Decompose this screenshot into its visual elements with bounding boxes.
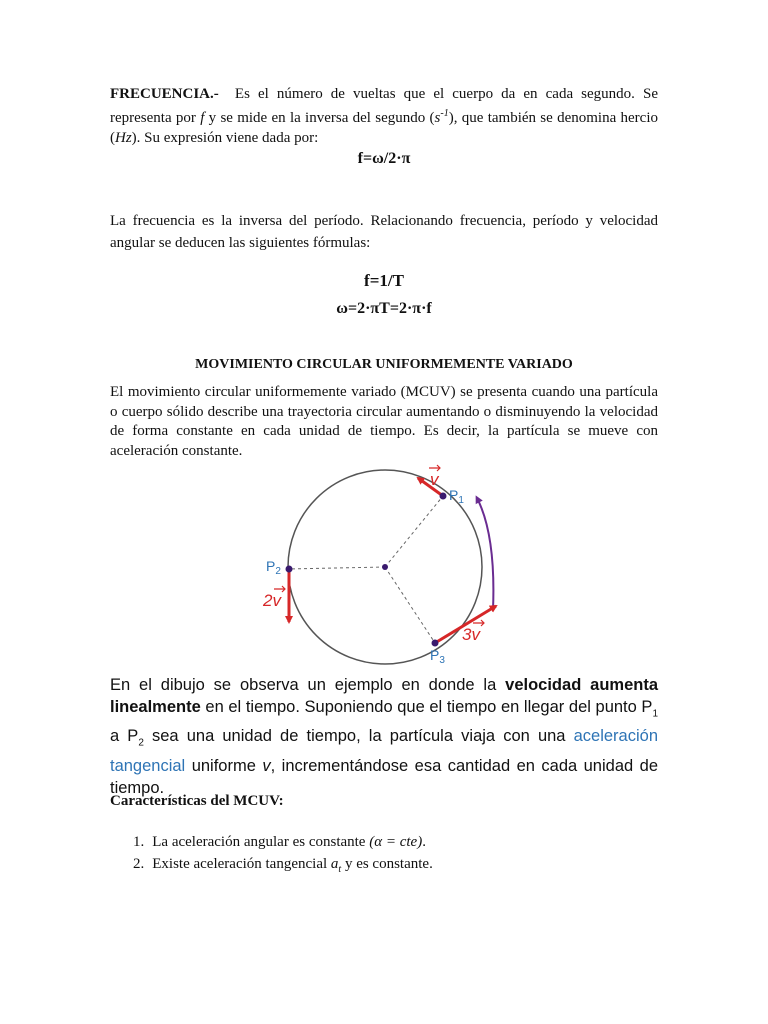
list-text: Existe aceleración tangencial $a_t$ y es constante. (152, 856, 433, 875)
mcuv-characteristics-list (133, 831, 433, 881)
explanation-text-6: , incrementándose esa cantidad en cada unidad de tiempo. (110, 756, 658, 797)
inverse-paragraph (110, 210, 658, 254)
list-number: 1. (133, 834, 145, 850)
point-p2 (286, 566, 293, 573)
mcuv-paragraph (110, 383, 658, 461)
frecuencia-symbol: f (200, 110, 205, 126)
radius-p1 (385, 496, 443, 567)
inverse-text: La frecuencia es la inversa del período. Relacionando frecuencia, período y velocidad angular se deducen las siguientes fórmulas: (110, 213, 658, 251)
label-p1: $P_1$ (449, 487, 464, 506)
hertz-unit: Hz (115, 130, 132, 146)
point-p1 (440, 493, 447, 500)
formula-omega: ω=2·πT=2·π·f (336, 300, 432, 317)
tangential-acceleration-link: aceleración tangencial (110, 727, 658, 775)
label-3v: 3v (462, 625, 480, 644)
label-2v: 2v (263, 591, 281, 610)
frecuencia-text-2: y se mide en la inversa del segundo ( (204, 110, 435, 126)
mcuv-heading: MOVIMIENTO CIRCULAR UNIFORMEMENTE VARIADO (195, 357, 573, 372)
label-p2: $P_2$ (266, 558, 281, 577)
caracteristicas-heading: Características del MCUV: (110, 793, 284, 809)
center-point (382, 564, 388, 570)
list-number: 2. (133, 856, 145, 872)
frecuencia-label: FRECUENCIA.- (110, 86, 219, 102)
explanation-sub-2: 2 (138, 737, 144, 749)
list-item (133, 831, 433, 853)
explanation-v: v (262, 756, 271, 775)
rotation-direction-arrow (477, 498, 493, 610)
explanation-text-3: a P (110, 727, 139, 746)
mcuv-text: El movimiento circular uniformemente variado (MCUV) se presenta cuando una partícula o cuerpo sólido describe una trayectoria circular aumentando o disminuyendo la velocidad de forma constante en cada unidad de tiempo. Es decir, la partícula se mueve con aceleración constante. (110, 384, 658, 459)
explanation-bold: velocidad aumenta linealmente (110, 676, 658, 716)
list-text: La aceleración angular es constante (α = cte). (152, 834, 426, 850)
frecuencia-paragraph (110, 84, 658, 148)
label-v: v (430, 470, 439, 489)
radius-p2 (289, 567, 385, 569)
second-unit: s (434, 110, 441, 126)
explanation-sub-1: 1 (652, 708, 658, 720)
circular-motion-diagram (250, 455, 530, 670)
formula-frequency-omega: f=ω/2·π (357, 150, 411, 167)
explanation-text-1: En el dibujo se observa un ejemplo en donde la (110, 676, 506, 694)
point-p3 (432, 640, 439, 647)
explanation-paragraph (110, 674, 658, 799)
second-exponent: -1 (440, 108, 449, 119)
label-p3: $P_3$ (430, 647, 445, 666)
frecuencia-text-4: ). Su expresión viene dada por: (131, 130, 319, 146)
list-item (133, 853, 433, 881)
explanation-text-5: uniforme (185, 756, 263, 775)
explanation-text-2: en el tiempo. Suponiendo que el tiempo en llegar del punto P (200, 698, 653, 716)
explanation-text-4: sea una unidad de tiempo, la partícula viaja con una (143, 727, 574, 746)
radius-p3 (385, 567, 435, 643)
formula-frequency-period: f=1/T (364, 271, 404, 290)
frecuencia-text-1: Es el número de vueltas que el cuerpo da en cada segundo. Se representa por (110, 86, 659, 126)
frecuencia-text-3: ), que también se denomina hercio ( (110, 110, 658, 146)
